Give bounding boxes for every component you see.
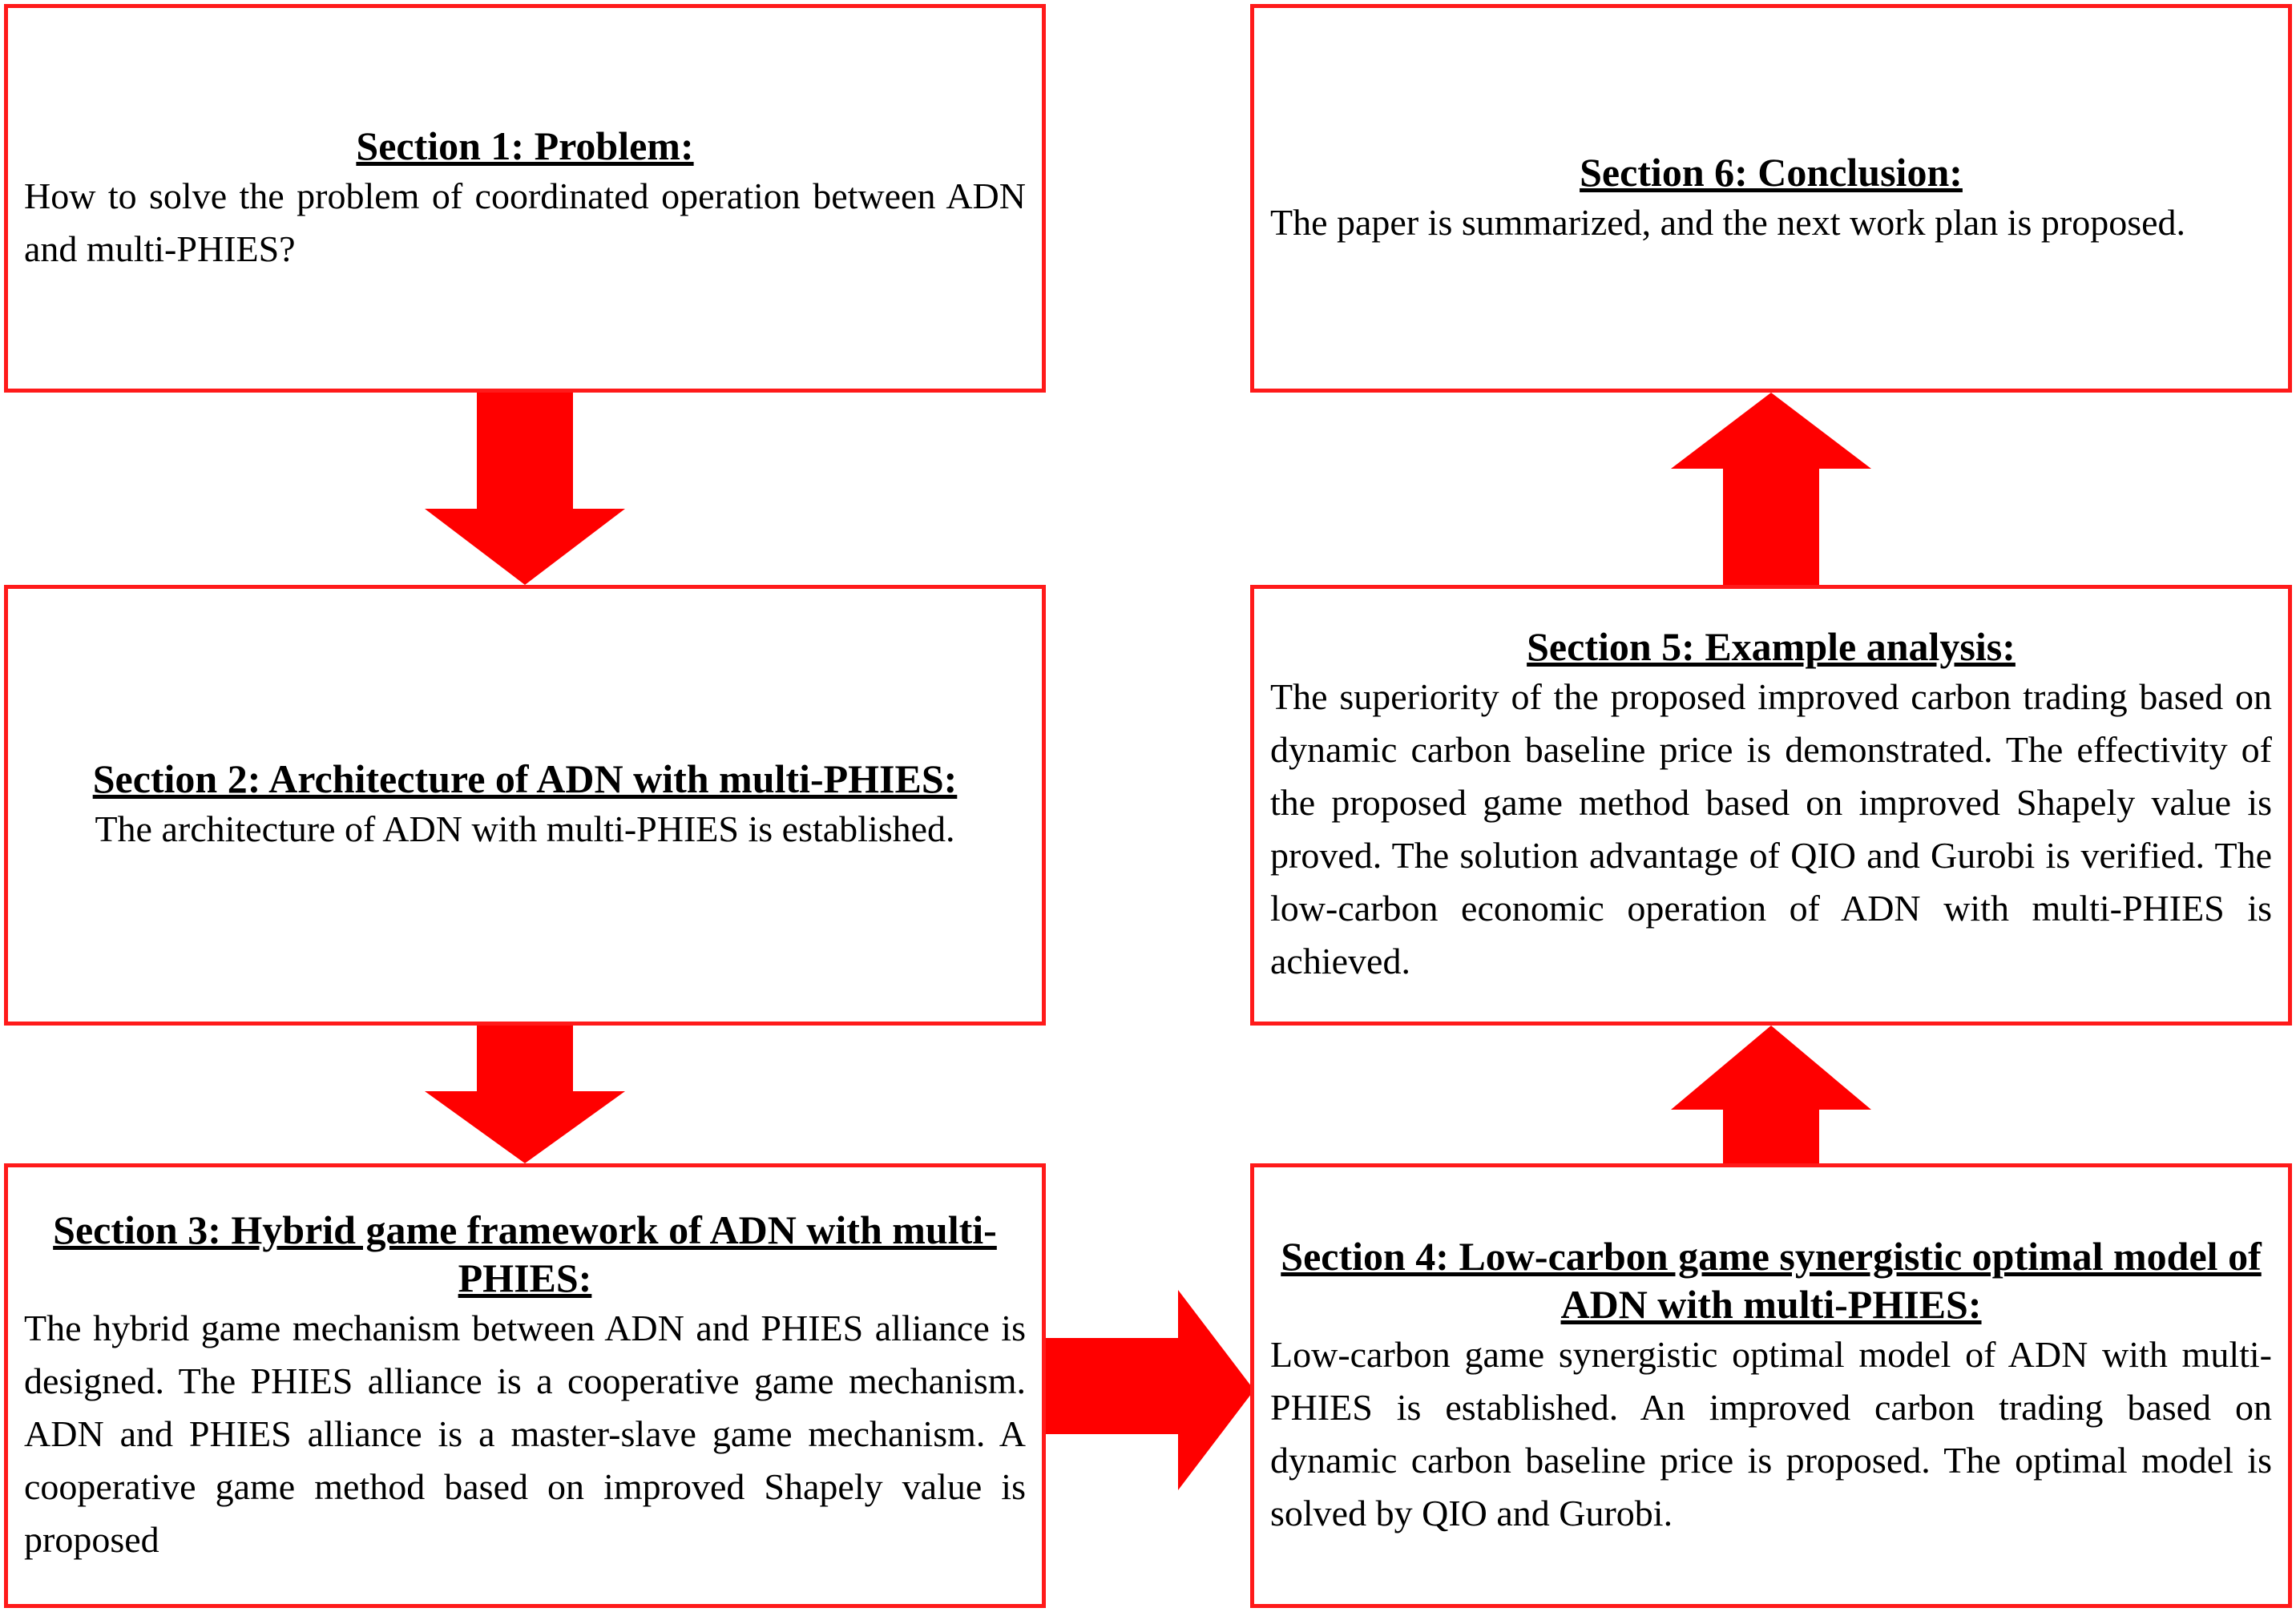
section-5-title: Section 5: Example analysis:: [1527, 624, 2016, 669]
section-1-title: Section 1: Problem:: [356, 123, 694, 168]
section-6-title: Section 6: Conclusion:: [1580, 149, 1963, 195]
section-3-text: The hybrid game mechanism between ADN and PHIES alliance is designed. The PHIES alliance is a cooperative game mechanism. ADN and PHIES alliance is a master-slave game mechanism. A cooperative game method based on improved Shapely value is proposed: [24, 1307, 1026, 1560]
section-4-box: [1250, 1163, 2292, 1608]
section-1-box: [4, 4, 1046, 393]
section-3-box: [4, 1163, 1046, 1608]
section-4-title: Section 4: Low-carbon game synergistic optimal model of ADN with multi-PHIES:: [1281, 1233, 2262, 1327]
section-2-text: The architecture of ADN with multi-PHIES is established.: [95, 808, 955, 849]
section-6-box: [1250, 4, 2292, 393]
section-4-text: Low-carbon game synergistic optimal model of ADN with multi-PHIES is established. An improved carbon trading based on dynamic carbon baseline price is proposed. The optimal model is solved by QIO and Gurobi.: [1270, 1333, 2272, 1533]
section-5-text: The superiority of the proposed improved carbon trading based on dynamic carbon baseline price is demonstrated. The effectivity of the proposed game method based on improved Shapely value is proved. The solution advantage of QIO and Gurobi is verified. The low-carbon economic operation of ADN with multi-PHIES is achieved.: [1270, 676, 2272, 981]
arrow-right-s3-s4: [1046, 1290, 1254, 1490]
section-1-text: How to solve the problem of coordinated operation between ADN and multi-PHIES?: [24, 175, 1026, 269]
section-3-title: Section 3: Hybrid game framework of ADN with multi-PHIES:: [53, 1207, 997, 1300]
arrow-up-s5-s6: [1671, 393, 1871, 585]
section-5-box: [1250, 585, 2292, 1026]
section-2-box: [4, 585, 1046, 1026]
arrow-up-s4-s5: [1671, 1026, 1871, 1163]
arrow-down-s1-s2: [425, 393, 625, 585]
section-2-title: Section 2: Architecture of ADN with multi-PHIES:: [92, 756, 958, 801]
arrow-down-s2-s3: [425, 1026, 625, 1163]
section-6-text: The paper is summarized, and the next work plan is proposed.: [1270, 201, 2186, 243]
